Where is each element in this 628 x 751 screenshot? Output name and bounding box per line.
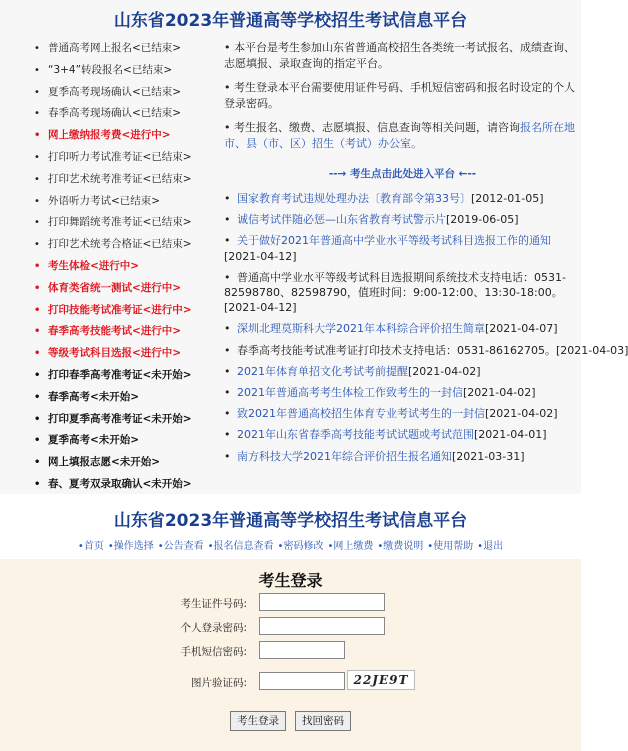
bullet-icon: • xyxy=(34,326,41,338)
nav-link[interactable]: •网上缴费 xyxy=(327,541,374,552)
bullet-icon: • xyxy=(224,407,231,421)
bullet-icon: • xyxy=(34,43,40,54)
news-item xyxy=(224,427,581,442)
status-item-label: 体育类省统一测试<进行中> xyxy=(48,281,182,294)
status-item[interactable] xyxy=(34,103,224,125)
login-button[interactable]: 考生登录 xyxy=(230,711,286,731)
bullet-icon: • xyxy=(34,108,40,120)
id-row xyxy=(0,593,581,613)
status-item-label: 春季高考现场确认<已结束> xyxy=(48,107,182,120)
login-page xyxy=(0,494,581,751)
bullet-icon: • xyxy=(34,130,41,142)
id-number-input[interactable] xyxy=(259,593,385,611)
news-link[interactable]: 诚信考试伴随必惩—山东省教育考试警示片 xyxy=(237,213,446,227)
sms-code-input[interactable] xyxy=(259,641,345,659)
bullet-icon: • xyxy=(224,449,231,463)
status-item[interactable] xyxy=(34,169,224,191)
news-link[interactable]: 国家教育考试违规处理办法〔教育部令第33号〕 xyxy=(237,192,471,205)
news-link[interactable]: 致2021年普通高校招生体育专业考试考生的一封信 xyxy=(237,407,485,421)
bullet-icon: • xyxy=(224,213,231,227)
status-item[interactable] xyxy=(34,300,224,322)
news-date: [2019-06-05] xyxy=(446,213,519,227)
bullet-icon: • xyxy=(34,217,40,229)
captcha-image[interactable]: 22JE9T xyxy=(347,670,415,690)
status-item[interactable] xyxy=(34,343,224,365)
nav-bar xyxy=(0,537,581,552)
status-item[interactable] xyxy=(34,278,224,300)
news-item xyxy=(224,270,581,316)
news-date: [2021-04-03] xyxy=(555,343,628,357)
bullet-icon: • xyxy=(34,478,41,490)
enter-platform-link[interactable]: --→ 考生点击此处进入平台 ←-- xyxy=(328,168,477,180)
news-date: [2021-04-07] xyxy=(485,322,558,336)
news-link[interactable]: 2021年普通高考考生体检工作致考生的一封信 xyxy=(237,386,463,400)
status-item[interactable] xyxy=(34,256,224,278)
news-link: 普通高中学业水平等级考试科目选报期间系统技术支持电话：0531-82598780、82598790，值班时间：9:00-12:00、13:30-18:00。 xyxy=(224,270,566,300)
news-date: [2021-04-12] xyxy=(224,301,297,315)
captcha-label: 图片验证码: xyxy=(190,677,247,689)
bullet-icon: • xyxy=(34,435,41,447)
status-item-label: 普通高考网上报名<已结束> xyxy=(48,42,182,54)
news-item xyxy=(224,343,628,358)
status-item-label: 春季高考<未开始> xyxy=(48,390,140,403)
news-date: [2021-04-02] xyxy=(463,386,536,400)
news-item xyxy=(224,321,581,336)
news-link[interactable]: 2021年山东省春季高考技能考试试题或考试范围 xyxy=(237,428,474,442)
status-item-label: 打印艺术统考准考证<已结束> xyxy=(48,172,192,185)
news-item xyxy=(224,406,581,421)
status-item-label: 外语听力考试<已结束> xyxy=(48,194,161,207)
status-item[interactable] xyxy=(34,409,224,431)
bullet-icon: • xyxy=(34,391,41,403)
intro-paragraph: • 考生登录本平台需要使用证件号码、手机短信密码和报名时设定的个人登录密码。 xyxy=(224,81,575,110)
news-date: [2021-04-12] xyxy=(224,249,297,263)
intro-paragraph xyxy=(224,120,581,152)
status-item-label: 打印春季高考准考证<未开始> xyxy=(48,368,192,381)
password-label: 个人登录密码: xyxy=(180,622,247,634)
status-item[interactable] xyxy=(34,125,224,147)
nav-link[interactable]: •使用帮助 xyxy=(427,541,474,552)
bullet-icon: • xyxy=(34,457,41,469)
news-item xyxy=(224,385,581,400)
recover-password-button[interactable]: 找回密码 xyxy=(295,711,351,731)
bullet-icon: • xyxy=(34,64,40,76)
bullet-icon: • xyxy=(224,343,231,357)
status-item[interactable] xyxy=(34,387,224,409)
news-date: [2012-01-05] xyxy=(471,192,544,205)
status-item-label: “3+4”转段报名<已结束> xyxy=(48,63,173,76)
bullet-icon: • xyxy=(34,348,41,360)
login-title: 考生登录 xyxy=(258,571,323,590)
status-item[interactable] xyxy=(34,365,224,387)
status-item-label: 等级考试科目选报<进行中> xyxy=(48,347,182,360)
status-item[interactable] xyxy=(34,82,224,104)
status-item[interactable] xyxy=(34,60,224,82)
status-item-label: 打印舞蹈统考准考证<已结束> xyxy=(48,216,192,229)
sms-row xyxy=(0,641,581,661)
news-item xyxy=(224,364,581,379)
notice-column xyxy=(224,40,628,470)
news-link: 春季高考技能考试准考证打印技术支持电话：0531-86162705。 xyxy=(237,343,556,357)
nav-link[interactable]: •首页 xyxy=(77,541,104,552)
login-box xyxy=(0,559,581,751)
news-link[interactable]: 南方科技大学2021年综合评价招生报名通知 xyxy=(237,449,452,463)
news-date: [2021-03-31] xyxy=(452,449,525,463)
bullet-icon: • xyxy=(224,322,231,336)
bullet-icon: • xyxy=(34,369,41,381)
status-item-label: 打印艺术统考合格证<已结束> xyxy=(48,238,192,251)
password-row xyxy=(0,617,581,637)
nav-link[interactable]: •退出 xyxy=(477,541,504,552)
status-item[interactable] xyxy=(34,321,224,343)
status-item-label: 打印技能考试准考证<进行中> xyxy=(48,303,192,316)
status-item-label: 夏季高考<未开始> xyxy=(48,434,140,447)
status-item-label: 考生体检<进行中> xyxy=(48,259,140,272)
status-item[interactable] xyxy=(34,430,224,452)
status-item[interactable] xyxy=(34,452,224,474)
status-item-label: 网上填报志愿<未开始> xyxy=(48,456,161,469)
status-item-label: 夏季高考现场确认<已结束> xyxy=(48,85,182,98)
status-item[interactable] xyxy=(34,234,224,256)
nav-link[interactable]: •公告查看 xyxy=(157,541,204,552)
bullet-icon: • xyxy=(224,192,231,205)
bullet-icon: • xyxy=(34,304,41,316)
portal-title: 山东省2023年普通高等学校招生考试信息平台 xyxy=(113,11,468,31)
id-label: 考生证件号码: xyxy=(180,598,247,610)
status-item-label: 春季高考技能考试<进行中> xyxy=(48,325,182,338)
news-item xyxy=(224,233,581,263)
news-item xyxy=(224,449,581,464)
nav-link[interactable]: •操作选择 xyxy=(107,541,154,552)
news-date: [2021-04-02] xyxy=(408,364,481,378)
button-row xyxy=(0,709,581,731)
intro-paragraph: • 本平台是考生参加山东省普通高校招生各类统一考试报名、成绩查询、志愿填报、录取查询的指定平台。 xyxy=(224,41,575,70)
status-item-label: 网上缴纳报考费<进行中> xyxy=(48,129,171,142)
status-item[interactable] xyxy=(34,38,224,60)
status-item[interactable] xyxy=(34,191,224,213)
status-item[interactable] xyxy=(34,474,224,496)
captcha-row xyxy=(0,672,581,692)
intro-text: • 考生报名、缴费、志愿填报、信息查询等相关问题，请咨询 xyxy=(224,121,520,134)
news-item xyxy=(224,191,581,206)
news-link[interactable]: 2021年体育单招文化考试考前提醒 xyxy=(237,364,408,378)
news-link[interactable]: 深圳北理莫斯科大学2021年本科综合评价招生简章 xyxy=(237,322,485,336)
bullet-icon: • xyxy=(34,173,40,185)
nav-link[interactable]: •报名信息查看 xyxy=(207,541,274,552)
status-item[interactable] xyxy=(34,212,224,234)
bullet-icon: • xyxy=(224,364,231,378)
password-input[interactable] xyxy=(259,617,385,635)
news-link[interactable]: 关于做好2021年普通高中学业水平等级考试科目选报工作的通知 xyxy=(237,234,551,248)
bullet-icon: • xyxy=(34,413,41,425)
sms-label: 手机短信密码: xyxy=(180,646,247,658)
status-item-label: 打印听力考试准考证<已结束> xyxy=(48,150,192,163)
status-item[interactable] xyxy=(34,147,224,169)
bullet-icon: • xyxy=(224,234,231,248)
news-date: [2021-04-01] xyxy=(474,428,547,442)
bullet-icon: • xyxy=(34,260,41,272)
captcha-input[interactable] xyxy=(259,672,345,690)
nav-link[interactable]: •缴费说明 xyxy=(377,541,424,552)
nav-link[interactable]: •密码修改 xyxy=(277,541,324,552)
status-list xyxy=(34,38,224,496)
bullet-icon: • xyxy=(34,86,40,98)
bullet-icon: • xyxy=(34,151,40,163)
bullet-icon: • xyxy=(224,386,231,400)
news-date: [2021-04-02] xyxy=(485,407,558,421)
contact-link[interactable]: 报名所在地市、县（市、区）招生（考试）办公室。 xyxy=(224,121,575,150)
bullet-icon: • xyxy=(34,282,41,294)
status-item-label: 打印夏季高考准考证<未开始> xyxy=(48,412,192,425)
status-item-label: 春、夏考双录取确认<未开始> xyxy=(48,477,192,490)
page-title: 山东省2023年普通高等学校招生考试信息平台 xyxy=(113,511,468,531)
bullet-icon: • xyxy=(34,195,40,207)
bullet-icon: • xyxy=(224,428,231,442)
news-list xyxy=(224,191,628,464)
bullet-icon: • xyxy=(34,239,40,251)
news-item xyxy=(224,212,581,227)
bullet-icon: • xyxy=(224,270,231,284)
